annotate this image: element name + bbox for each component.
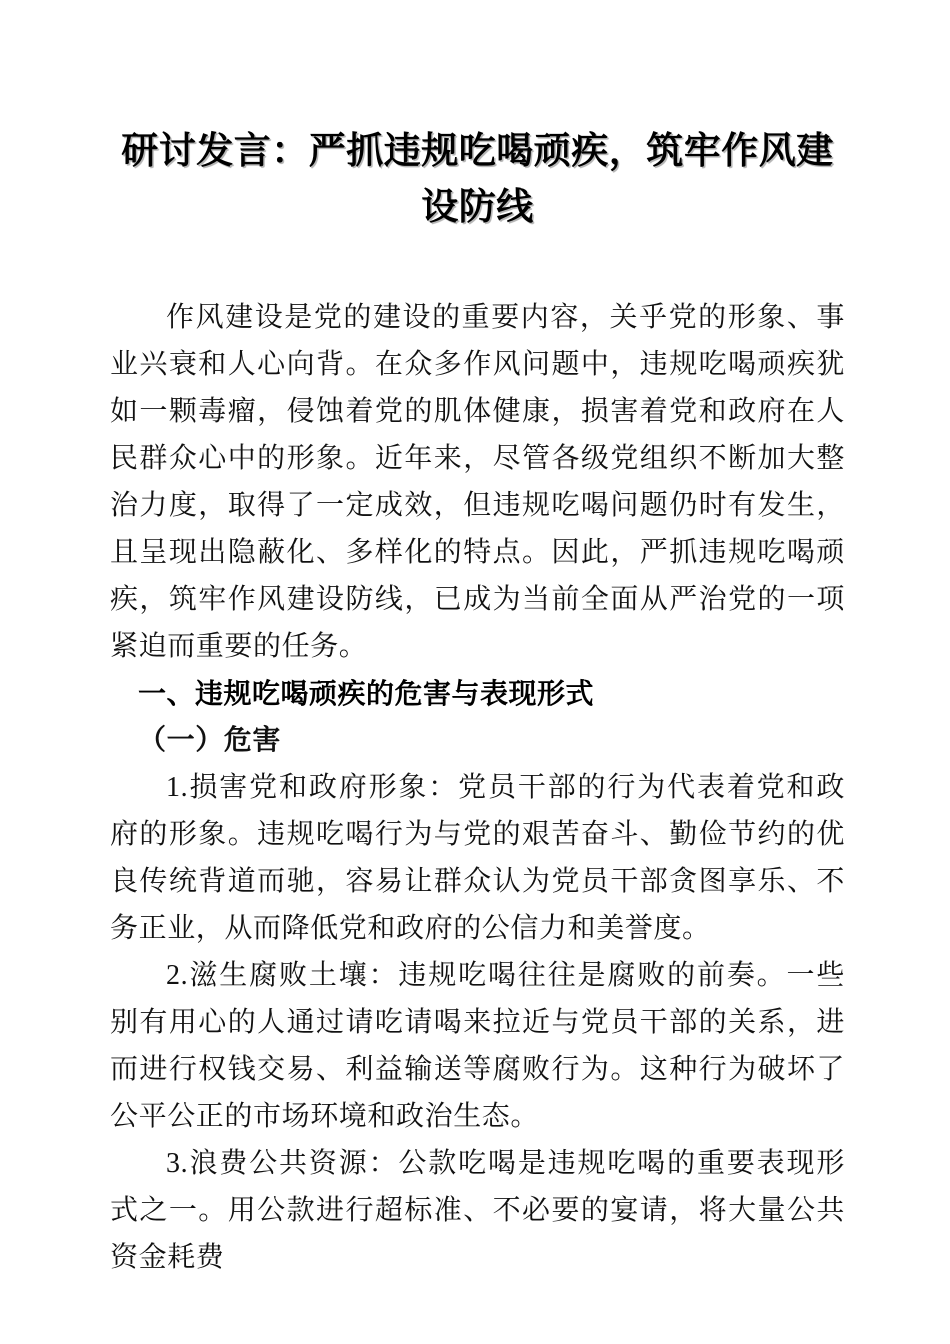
heading-level1-section-one: 一、违规吃喝顽疾的危害与表现形式 [138,678,595,709]
heading-level2-harms: （一）危害 [138,725,282,756]
intro-paragraph: 作风建设是党的建设的重要内容，关乎党的形象、事业兴衰和人心向背。在众多作风问题中，违规吃喝顽疾犹如一颗毒瘤，侵蚀着党的肌体健康，损害着党和政府在人民群众心中的形象。近年来，尽管各级党组织不断加大整治力度，取得了一定成效，但违规吃喝问题仍时有发生，且呈现出隐蔽化、多样化的特点。因此，严抓违规吃喝顽疾，筑牢作风建设防线，已成为当前全面从严治党的一项紧迫而重要的任务。 [110,302,845,662]
list-item-2: 2.滋生腐败土壤：违规吃喝往往是腐败的前奏。一些别有用心的人通过请吃请喝来拉近与党员干部的关系，进而进行权钱交易、利益输送等腐败行为。这种行为破坏了公平公正的市场环境和政治生态。 [110,960,845,1132]
document-content [110,0,845,1281]
list-item-1: 1.损害党和政府形象：党员干部的行为代表着党和政府的形象。违规吃喝行为与党的艰苦奋斗、勤俭节约的优良传统背道而驰，容易让群众认为党员干部贪图享乐、不务正业，从而降低党和政府的公信力和美誉度。 [110,772,845,944]
page-title: 研讨发言：严抓违规吃喝顽疾，筑牢作风建设防线 [121,131,834,228]
list-item-3: 3.浪费公共资源：公款吃喝是违规吃喝的重要表现形式之一。用公款进行超标准、不必要的宴请，将大量公共资金耗费 [110,1148,845,1273]
